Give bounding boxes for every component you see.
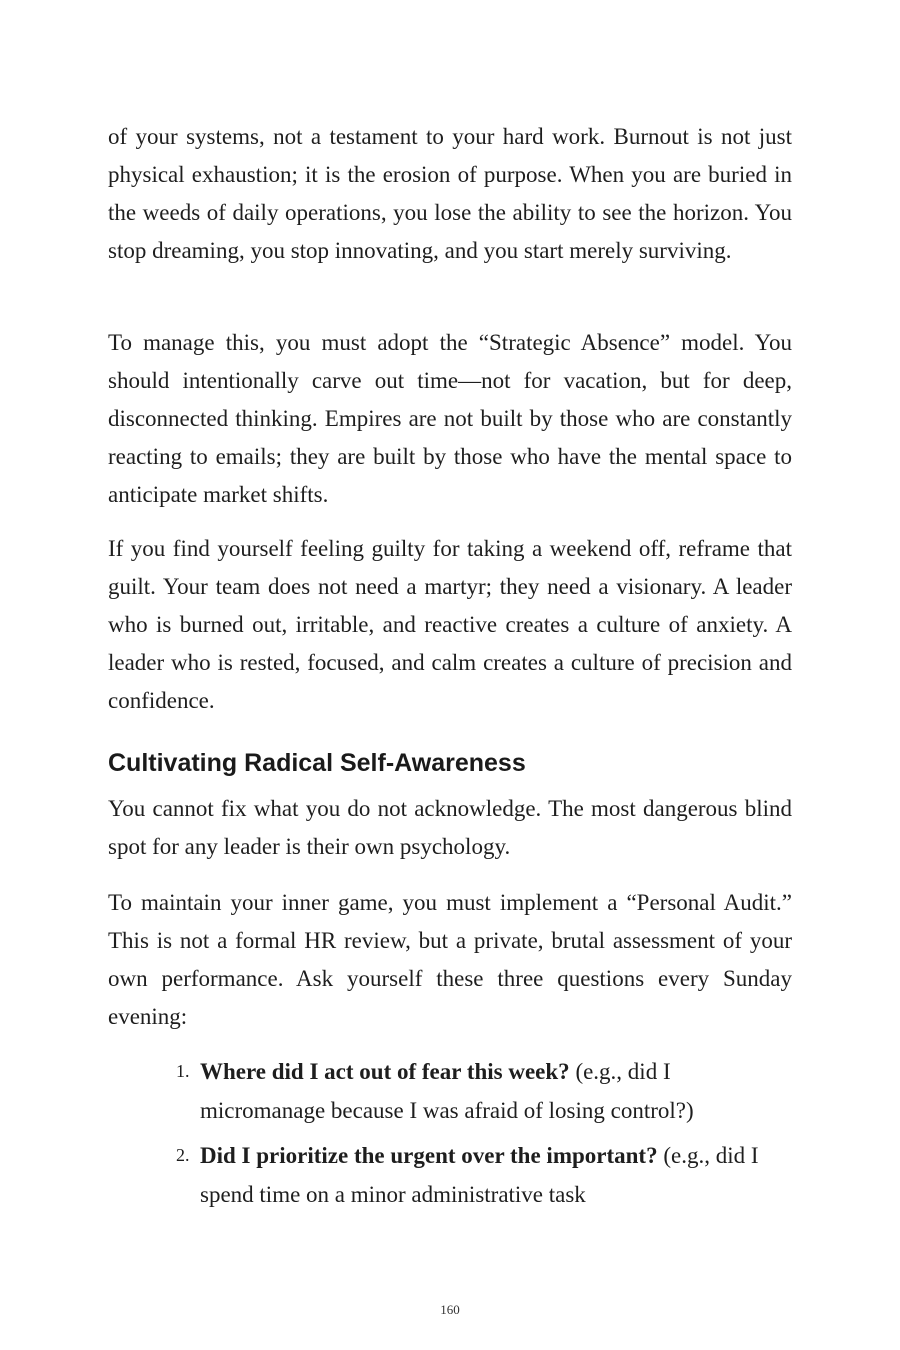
- list-item-question: Did I prioritize the urgent over the important?: [200, 1143, 658, 1168]
- section-heading: Cultivating Radical Self-Awareness: [108, 749, 526, 777]
- list-item-detail: (e.g., did I micromanage because I was afraid of losing control?): [200, 1059, 694, 1123]
- page-number: 160: [440, 1302, 460, 1317]
- body-paragraph: To maintain your inner game, you must implement a “Personal Audit.” This is not a formal HR review, but a private, brutal assessment of your own performance. Ask yourself these three questions every Sunday evening:: [108, 890, 792, 1029]
- list-item: [176, 1136, 780, 1214]
- body-paragraph: To manage this, you must adopt the “Strategic Absence” model. You should intentionally carve out time—not for vacation, but for deep, disconnected thinking. Empires are not built by those who are constantly reacting to emails; they are built by those who have the mental space to anticipate market shifts.: [108, 330, 792, 507]
- list-item-detail: (e.g., did I spend time on a minor administrative task: [200, 1143, 759, 1207]
- list-item-number: 1.: [176, 1061, 190, 1081]
- list-item-question: Where did I act out of fear this week?: [200, 1059, 570, 1084]
- body-paragraph: If you find yourself feeling guilty for taking a weekend off, reframe that guilt. Your team does not need a martyr; they need a visionary. A leader who is burned out, irritable, and reactive creates a culture of anxiety. A leader who is rested, focused, and calm creates a culture of precision and confidence.: [108, 536, 792, 713]
- body-paragraph: of your systems, not a testament to your hard work. Burnout is not just physical exhaustion; it is the erosion of purpose. When you are buried in the weeds of daily operations, you lose the ability to see the horizon. You stop dreaming, you stop innovating, and you start merely surviving.: [108, 124, 792, 263]
- body-paragraph: You cannot fix what you do not acknowledge. The most dangerous blind spot for any leader is their own psychology.: [108, 796, 792, 859]
- list-item-number: 2.: [176, 1145, 190, 1165]
- list-item: [176, 1052, 780, 1130]
